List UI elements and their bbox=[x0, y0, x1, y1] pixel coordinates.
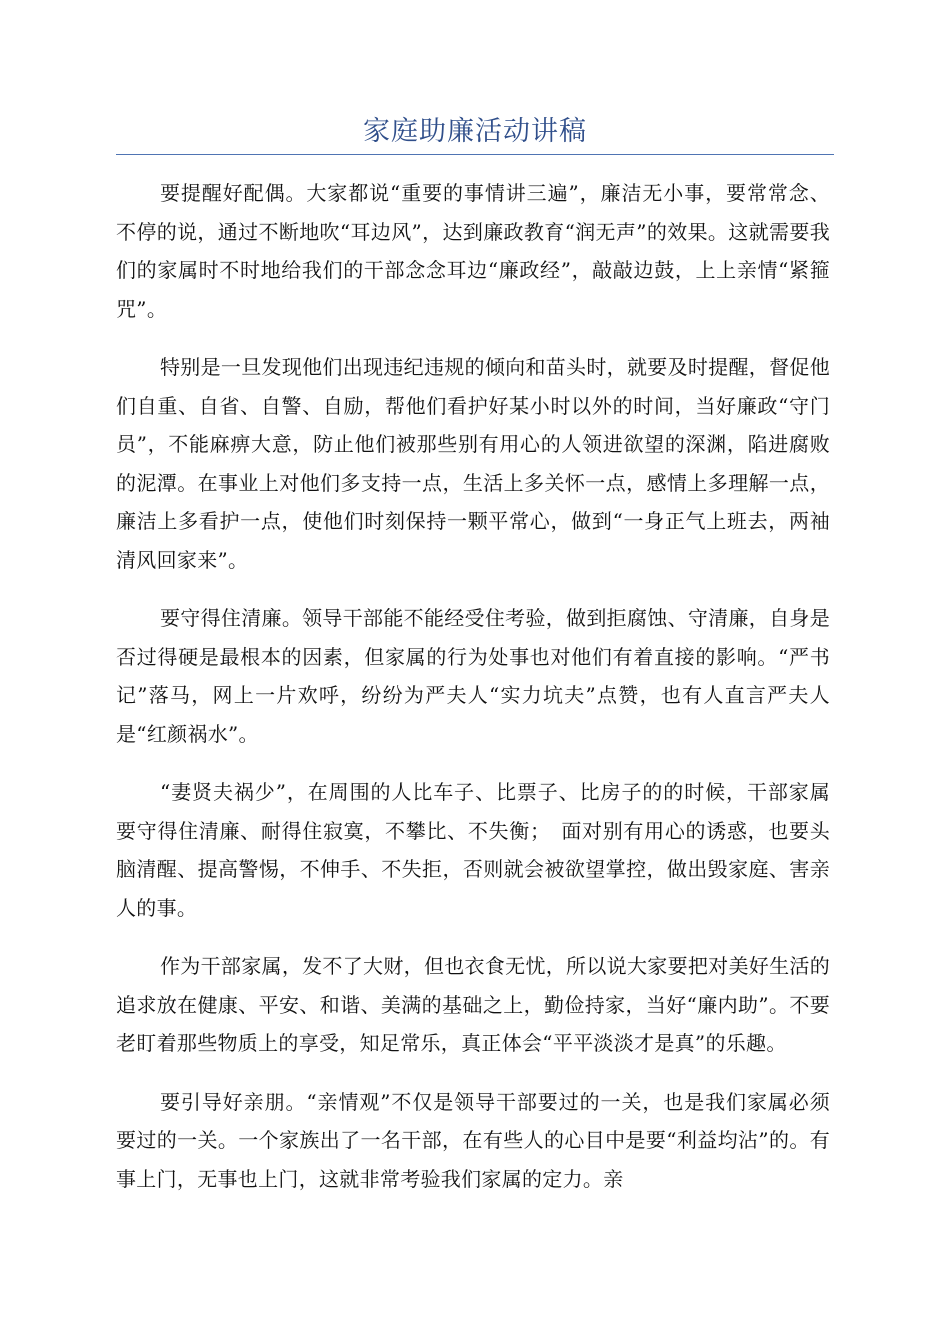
document-body bbox=[116, 174, 830, 1218]
title-underline bbox=[116, 154, 834, 155]
paragraph-cadre-family: 作为干部家属，发不了大财，但也衣食无忧，所以说大家要把对美好生活的追求放在健康、平安、和谐、美满的基础之上，勤俭持家，当好“廉内助”。不要老盯着那些物质上的享受，知足常乐，真正体会“平平淡淡才是真”的乐趣。 bbox=[116, 954, 830, 1055]
document-title: 家庭助廉活动讲稿 bbox=[363, 116, 587, 147]
paragraph-guide-relatives: 要引导好亲朋。“亲情观”不仅是领导干部要过的一关，也是我们家属必须要过的一关。一个家族出了一名干部，在有些人的心目中是要“利益均沾”的。有事上门，无事也上门，这就非常考验我们家属的定力。亲 bbox=[116, 1089, 830, 1191]
paragraph-virtuous-wife: “妻贤夫祸少”，在周围的人比车子、比票子、比房子的的时候，干部家属要守得住清廉、耐得住寂寞，不攀比、不失衡； 面对别有用心的诱惑，也要头脑清醒、提高警惕，不伸手、不失拒，否则就会被欲望掌控，做出毁家庭、害亲人的事。 bbox=[116, 780, 830, 920]
paragraph-keep-integrity: 要守得住清廉。领导干部能不能经受住考验，做到拒腐蚀、守清廉，自身是否过得硬是最根本的因素，但家属的行为处事也对他们有着直接的影响。“严书记”落马，网上一片欢呼，纷纷为严夫人“实力坑夫”点赞，也有人直言严夫人是“红颜祸水”。 bbox=[116, 606, 830, 746]
paragraph-early-warning: 特别是一旦发现他们出现违纪违规的倾向和苗头时，就要及时提醒，督促他们自重、自省、自警、自励，帮他们看护好某小时以外的时间，当好廉政“守门员”，不能麻痹大意，防止他们被那些别有用心的人领进欲望的深渊，陷进腐败的泥潭。在事业上对他们多支持一点，生活上多关怀一点，感情上多理解一点，廉洁上多看护一点，使他们时刻保持一颗平常心，做到“一身正气上班去，两袖清风回家来”。 bbox=[116, 355, 830, 572]
paragraph-remind-spouse: 要提醒好配偶。大家都说“重要的事情讲三遍”，廉洁无小事，要常常念、不停的说，通过不断地吹“耳边风”，达到廉政教育“润无声”的效果。这就需要我们的家属时不时地给我们的干部念念耳边“廉政经”，敲敲边鼓，上上亲情“紧箍咒”。 bbox=[116, 181, 830, 321]
